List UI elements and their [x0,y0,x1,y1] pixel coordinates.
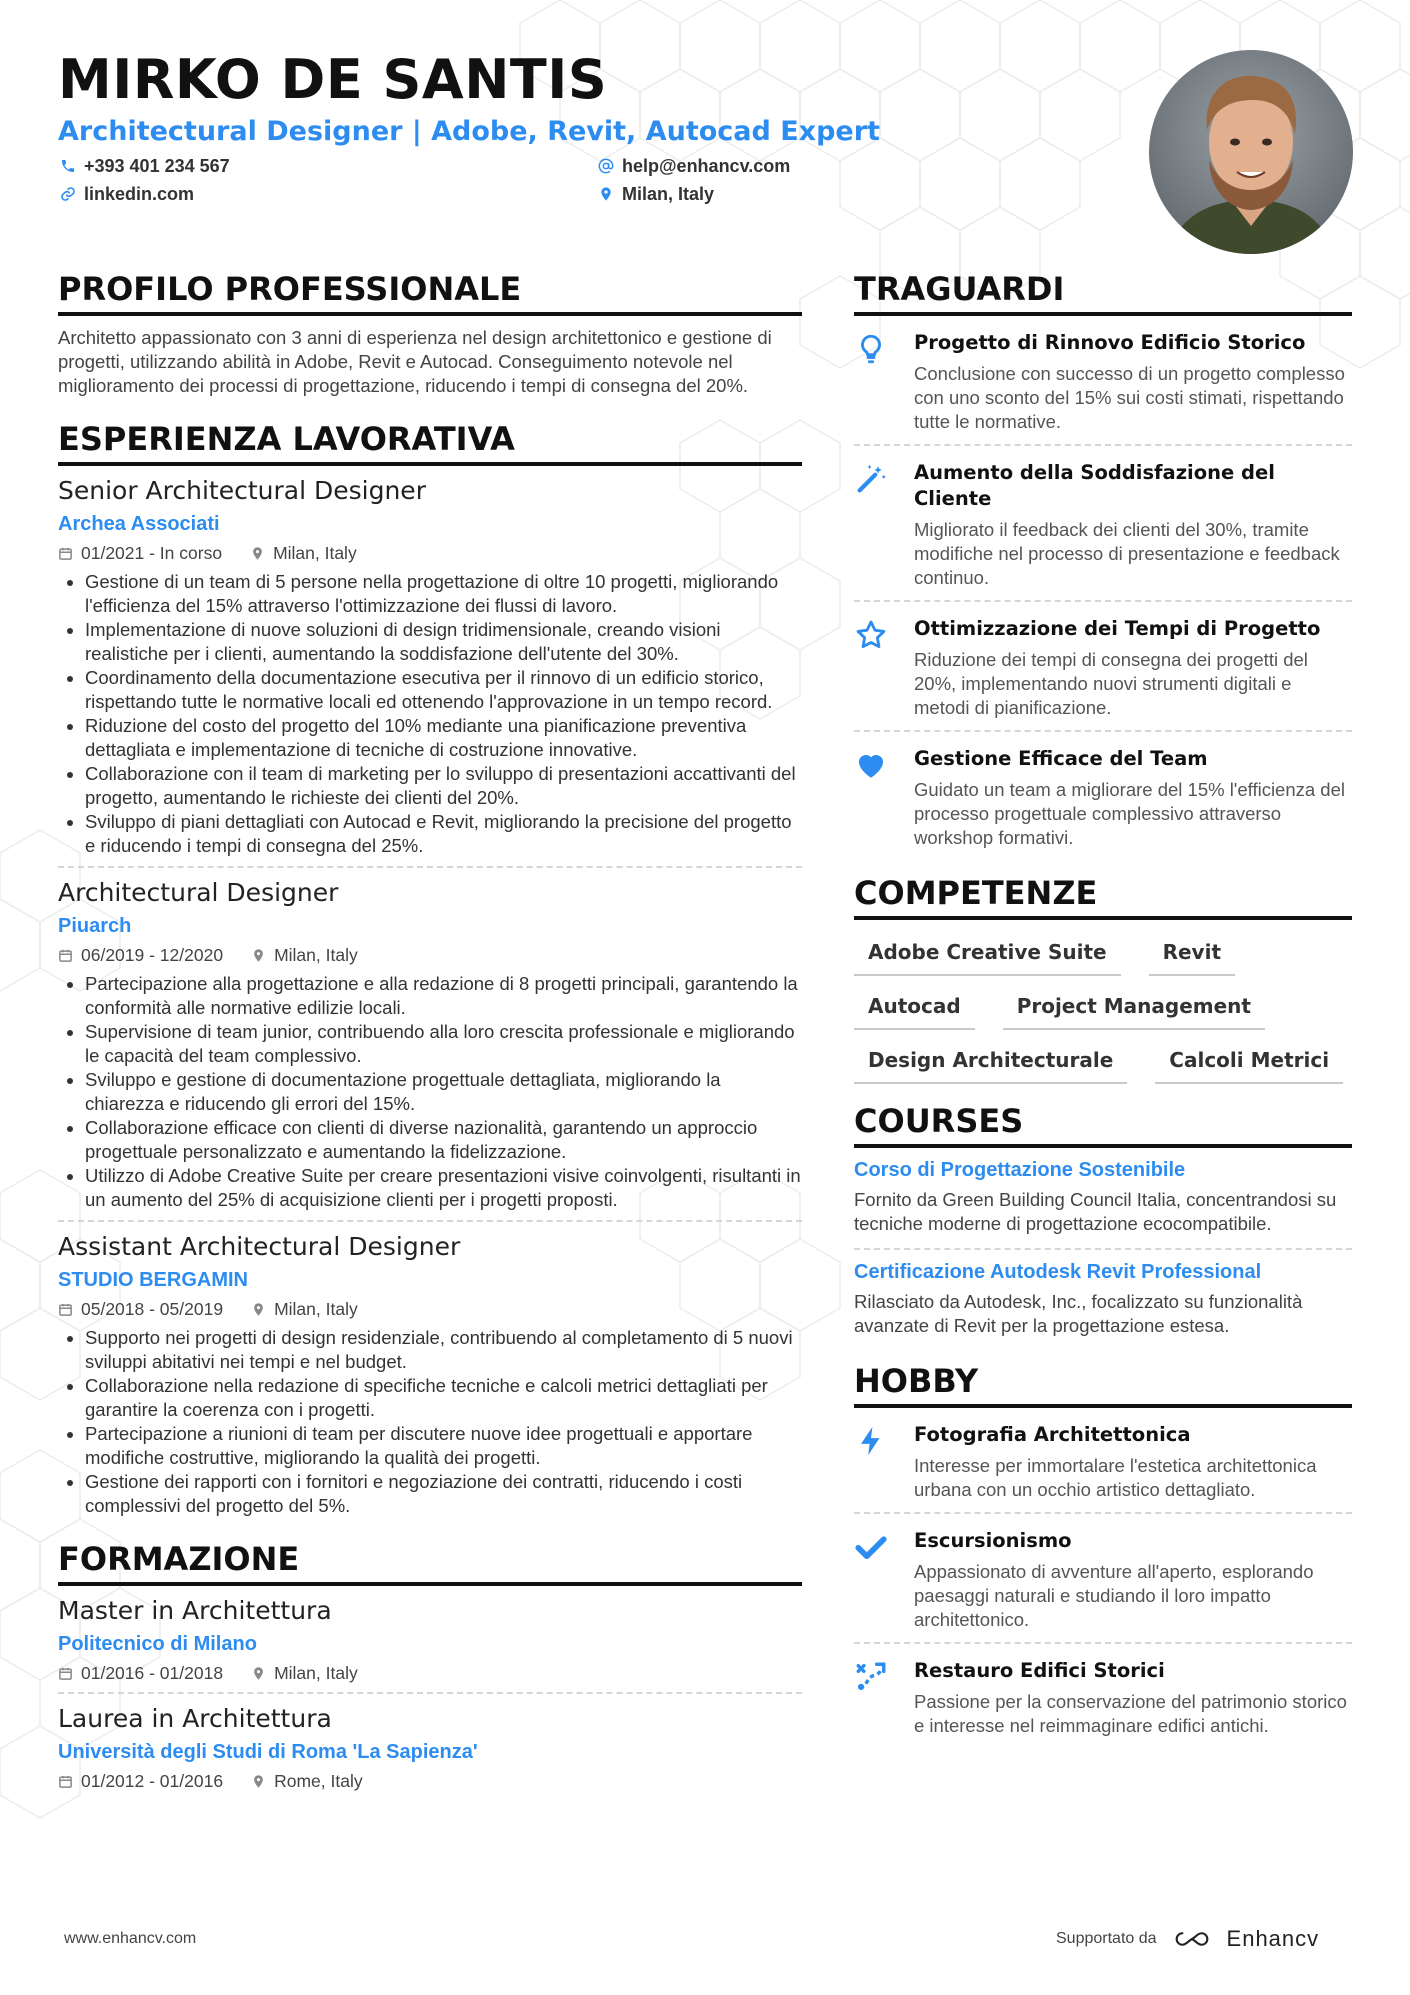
hobby-item [854,1644,1352,1748]
phone-number: +393 401 234 567 [84,156,230,176]
linkedin-url: linkedin.com [84,184,195,204]
course-item [854,1250,1352,1350]
hobby-description: Interesse per immortalare l'estetica architettonica urbana con un occhio artistico dettagliato. [914,1455,1317,1500]
hobby-item [854,1514,1352,1644]
phone-icon [60,158,76,174]
achievement-title: Aumento della Soddisfazione del Cliente [914,461,1275,510]
job-location [250,540,357,566]
avatar [1149,50,1353,254]
email-contact[interactable] [598,154,790,178]
achievement-description: Guidato un team a migliorare del 15% l'efficienza del processo progettuale complessivo attraverso workshop formativi. [914,779,1345,848]
powered-by-label: Supportato da [1056,1930,1157,1947]
job-title: Architectural Designer [58,878,339,907]
skills-list [854,934,1352,1084]
location-text: Milan, Italy [622,184,715,204]
achievement-title: Ottimizzazione dei Tempi di Progetto [914,617,1321,640]
bullet-item: • Collaborazione con il team di marketing per lo sviluppo di presentazioni accattivanti del progetto, aumentando le richieste dei clienti del 20%. [85,762,802,810]
skill-tag: Revit [1149,934,1235,976]
profile-heading: PROFILO PROFESSIONALE [58,270,802,316]
achievement-item [854,602,1352,732]
calendar-icon [58,546,73,561]
candidate-name: MIRKO DE SANTIS [58,48,608,111]
achievement-title: Gestione Efficace del Team [914,747,1208,770]
achievement-description: Migliorato il feedback dei clienti del 30%, tramite modifiche nel processo di presentazione e feedback continuo. [914,519,1340,588]
calendar-icon [58,1666,73,1681]
school-name: Università degli Studi di Roma 'La Sapienza' [58,1741,478,1763]
job-meta [58,1296,802,1322]
hobby-section [854,1362,1352,1748]
linkedin-contact[interactable] [60,182,194,206]
job-meta [58,942,802,968]
bullet-item: • Supervisione di team junior, contribuendo alla loro crescita professionale e migliorando le capacità del team complessivo. [85,1020,802,1068]
achievement-item [854,732,1352,860]
profile-photo [1149,50,1353,254]
bullet-item: • Partecipazione alla progettazione e alla redazione di 8 progetti principali, garantendo la conformità alle normative edilizie locali. [85,972,802,1020]
achievements-section [854,270,1352,860]
link-icon [60,186,76,202]
job-location-text: Milan, Italy [274,945,358,965]
education-section [58,1540,802,1800]
map-pin-icon [598,186,614,202]
lightning-bolt-icon [854,1424,888,1458]
bullet-item: • Partecipazione a riunioni di team per discutere nuove idee progettuali e apportare modifiche costruttive, migliorando la qualità dei progetti. [85,1422,802,1470]
job-title: Assistant Architectural Designer [58,1232,461,1261]
skill-tag: Design Architecturale [854,1042,1127,1084]
right-column [854,270,1352,1748]
course-item [854,1148,1352,1250]
map-pin-icon [250,546,265,561]
footer-branding [1056,1926,1319,1952]
calendar-icon [58,1774,73,1789]
experience-section [58,420,802,1526]
job-location [251,1296,358,1322]
education-heading: FORMAZIONE [58,1540,802,1586]
achievement-title: Progetto di Rinnovo Edificio Storico [914,331,1306,354]
bullet-item: • Riduzione del costo del progetto del 10% mediante una pianificazione preventiva dettagliata e implementazione di tecniche di costruzione innovative. [85,714,802,762]
skills-section [854,874,1352,1084]
achievements-heading: TRAGUARDI [854,270,1352,316]
job-dates [58,942,223,968]
bullet-item: • Implementazione di nuove soluzioni di design tridimensionale, creando visioni realistiche per i clienti, aumentando la soddisfazione dell'utente del 30%. [85,618,802,666]
job-meta [58,540,802,566]
job-bullets [58,1326,802,1518]
hobby-title: Restauro Edifici Storici [914,1659,1165,1682]
company-name: STUDIO BERGAMIN [58,1269,248,1291]
education-meta [58,1660,802,1686]
education-dates-text: 01/2016 - 01/2018 [81,1663,224,1683]
job-location [251,942,358,968]
left-column [58,270,802,1800]
job-dates-text: 05/2018 - 05/2019 [81,1299,224,1319]
education-dates-text: 01/2012 - 01/2016 [81,1771,224,1791]
job-entry [58,474,802,868]
job-dates-text: 01/2021 - In corso [81,543,223,563]
course-description: Fornito da Green Building Council Italia, concentrandosi su tecniche moderne di progettazione ecocompatibile. [854,1189,1337,1234]
skill-tag: Adobe Creative Suite [854,934,1121,976]
hobby-title: Escursionismo [914,1529,1072,1552]
degree-title: Laurea in Architettura [58,1704,332,1733]
map-pin-icon [251,1774,266,1789]
achievement-item [854,446,1352,602]
hobby-heading: HOBBY [854,1362,1352,1408]
education-dates [58,1660,223,1686]
job-entry [58,876,802,1222]
map-pin-icon [251,1666,266,1681]
company-name: Piuarch [58,915,132,937]
at-sign-icon [598,158,614,174]
education-location [251,1768,363,1794]
calendar-icon [58,1302,73,1317]
resume-header [58,48,1118,210]
course-title: Corso di Progettazione Sostenibile [854,1159,1186,1181]
job-dates [58,540,222,566]
job-location-text: Milan, Italy [274,1299,358,1319]
brand-name: Enhancv [1226,1926,1320,1951]
bullet-item: • Utilizzo di Adobe Creative Suite per creare presentazioni visive coinvolgenti, risultanti in un aumento del 25% di acquisizione clienti per i progetti proposti. [85,1164,802,1212]
skill-tag: Autocad [854,988,975,1030]
candidate-title: Architectural Designer | Adobe, Revit, Autocad Expert [58,116,880,147]
job-dates-text: 06/2019 - 12/2020 [81,945,224,965]
profile-section [58,270,802,398]
courses-section [854,1102,1352,1350]
experience-heading: ESPERIENZA LAVORATIVA [58,420,802,466]
job-bullets [58,972,802,1212]
skill-tag: Project Management [1003,988,1265,1030]
bullet-item: • Collaborazione nella redazione di specifiche tecniche e calcoli metrici dettagliati per garantire la coerenza con i progetti. [85,1374,802,1422]
company-name: Archea Associati [58,513,220,535]
skills-heading: COMPETENZE [854,874,1352,920]
heart-icon [854,748,888,782]
education-location-text: Rome, Italy [274,1771,363,1791]
job-entry [58,1230,802,1526]
phone-contact[interactable] [60,154,230,178]
hobby-description: Appassionato di avventure all'aperto, esplorando paesaggi naturali e studiando il loro impatto architettonico. [914,1561,1314,1630]
degree-title: Master in Architettura [58,1596,332,1625]
education-dates [58,1768,223,1794]
location-contact [598,182,714,206]
hobby-item [854,1408,1352,1514]
courses-heading: COURSES [854,1102,1352,1148]
education-entry [58,1594,802,1694]
achievement-item [854,316,1352,446]
education-entry [58,1702,802,1800]
star-icon [854,618,888,652]
education-location-text: Milan, Italy [274,1663,358,1683]
job-dates [58,1296,223,1322]
bullet-item: • Gestione di un team di 5 persone nella progettazione di oltre 10 progetti, migliorando l'efficienza del 15% attraverso l'ottimizzazione dei flussi di lavoro. [85,570,802,618]
bullet-item: • Supporto nei progetti di design residenziale, contribuendo al completamento di 5 nuovi sviluppi abitativi nei tempi e nel budget. [85,1326,802,1374]
job-bullets [58,570,802,858]
magic-wand-icon [854,462,888,496]
lightbulb-icon [854,332,888,366]
map-pin-icon [251,1302,266,1317]
checkmark-icon [854,1530,888,1564]
job-title: Senior Architectural Designer [58,476,426,505]
footer-website[interactable]: www.enhancv.com [64,1930,197,1947]
calendar-icon [58,948,73,963]
email-address: help@enhancv.com [622,156,791,176]
achievement-description: Conclusione con successo di un progetto complesso con uno sconto del 15% sui costi stimati, rispettando tutte le normative. [914,363,1345,432]
school-name: Politecnico di Milano [58,1633,257,1655]
enhancv-logo-icon [1169,1927,1215,1951]
map-pin-icon [251,948,266,963]
bullet-item: • Collaborazione efficace con clienti di diverse nazionalità, garantendo un approccio progettuale personalizzato e aumentando la fidelizzazione. [85,1116,802,1164]
route-icon [854,1660,888,1694]
hobby-title: Fotografia Architettonica [914,1423,1191,1446]
bullet-item: • Sviluppo e gestione di documentazione progettuale dettagliata, migliorando la chiarezza e riducendo gli errori del 15%. [85,1068,802,1116]
education-location [251,1660,358,1686]
bullet-item: • Gestione dei rapporti con i fornitori e negoziazione dei contratti, riducendo i costi complessivi del progetto del 5%. [85,1470,802,1518]
profile-summary: Architetto appassionato con 3 anni di esperienza nel design architettonico e gestione di progetti, utilizzando abilità in Adobe, Revit e Autocad. Conseguimento notevole nel miglioramento dei processi di progettazione, riducendo i tempi di consegna del 20%. [58,327,772,396]
skill-tag: Calcoli Metrici [1155,1042,1343,1084]
job-location-text: Milan, Italy [273,543,357,563]
education-meta [58,1768,802,1794]
hobby-description: Passione per la conservazione del patrimonio storico e interesse nel reimmaginare edifici antichi. [914,1691,1347,1736]
course-title: Certificazione Autodesk Revit Professional [854,1261,1262,1283]
bullet-item: • Sviluppo di piani dettagliati con Autocad e Revit, migliorando la precisione del progetto e riducendo i tempi di consegna del 25%. [85,810,802,858]
bullet-item: • Coordinamento della documentazione esecutiva per il rinnovo di un edificio storico, rispettando tutte le normative locali ed ottenendo l'approvazione in un tempo record. [85,666,802,714]
contact-info [58,154,1118,210]
achievement-description: Riduzione dei tempi di consegna dei progetti del 20%, implementando nuovi strumenti digitali e metodi di pianificazione. [914,649,1308,718]
course-description: Rilasciato da Autodesk, Inc., focalizzato su funzionalità avanzate di Revit per la progettazione estesa. [854,1291,1303,1336]
